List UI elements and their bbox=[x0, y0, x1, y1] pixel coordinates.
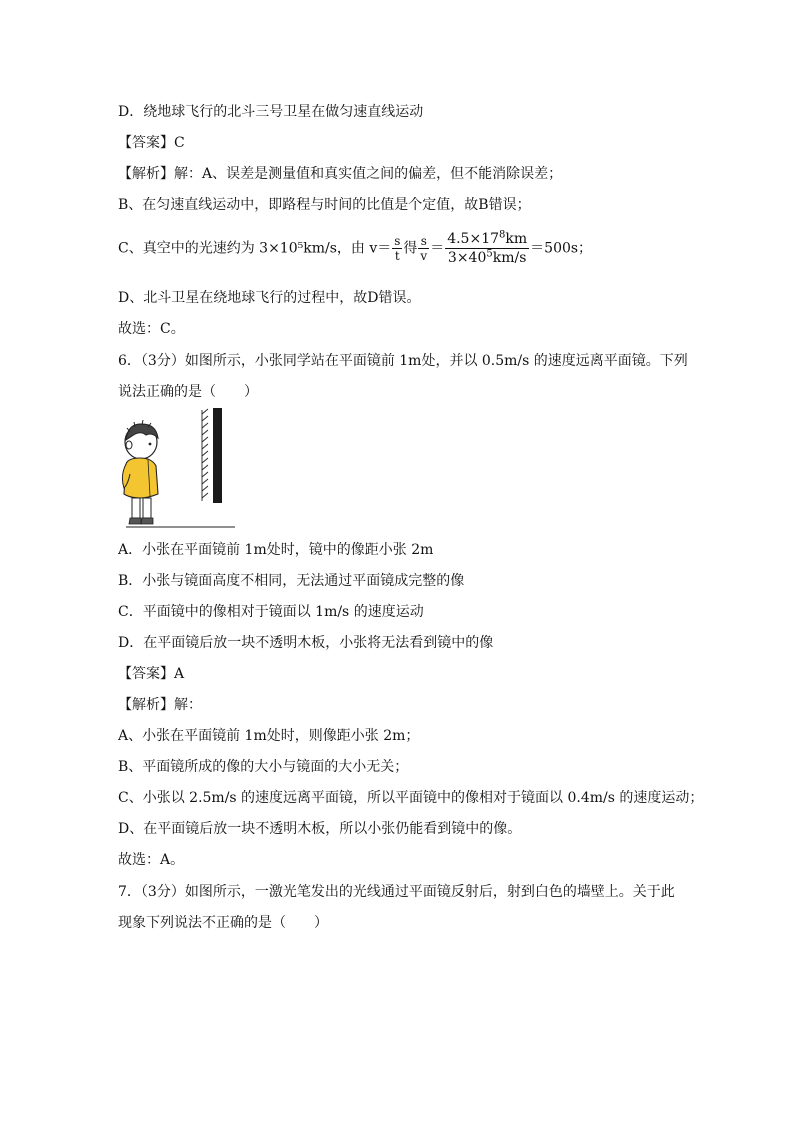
formula-prefix: C、真空中的光速约为 3×10⁵km/s，由 v＝ bbox=[118, 240, 392, 257]
fraction-s-over-v bbox=[418, 234, 429, 263]
fraction-denominator: v bbox=[420, 249, 428, 263]
line-5-formula bbox=[118, 230, 592, 267]
question-6-stem: 6．（3分）如图所示，小张同学站在平面镜前 1m处，并以 0.5m/s 的速度远离平面镜。下列 bbox=[118, 353, 688, 369]
numerator-unit: km bbox=[505, 231, 528, 247]
denominator-exponent: 5 bbox=[486, 248, 493, 260]
denominator-unit: km/s bbox=[492, 250, 527, 266]
question-7-stem-cont: 现象下列说法不正确的是（ ） bbox=[118, 915, 328, 931]
formula-suffix: ＝500s； bbox=[530, 240, 593, 257]
fraction-numerator: s bbox=[418, 234, 429, 249]
line-2: 【答案】C bbox=[118, 135, 185, 151]
option-d: D．在平面镜后放一块不透明木板，小张将无法看到镜中的像 bbox=[118, 635, 494, 651]
fraction-numerator: s bbox=[394, 234, 401, 248]
option-b: B．小张与镜面高度不相同，无法通过平面镜成完整的像 bbox=[118, 573, 465, 589]
line-1: D．绕地球飞行的北斗三号卫星在做匀速直线运动 bbox=[118, 104, 424, 120]
fraction-distance-over-speed bbox=[445, 230, 529, 267]
numerator-exponent: 8 bbox=[499, 229, 506, 241]
analysis-6-a: A、小张在平面镜前 1m处时，则像距小张 2m； bbox=[118, 728, 420, 744]
fraction-numerator bbox=[445, 230, 529, 249]
denominator-value: 3×40 bbox=[447, 250, 487, 266]
choice-6: 故选：A。 bbox=[118, 852, 185, 868]
boy-mirror-illustration bbox=[118, 398, 242, 532]
formula-mid: 得 bbox=[403, 240, 418, 257]
boy-mirror-icon bbox=[118, 398, 242, 532]
analysis-6-c: C、小张以 2.5m/s 的速度远离平面镜，所以平面镜中的像相对于镜面以 0.4m/s 的速度运动； bbox=[118, 790, 704, 806]
fraction-s-over-t bbox=[392, 234, 402, 263]
answer-6: 【答案】A bbox=[118, 666, 185, 682]
formula-equals: ＝ bbox=[430, 240, 445, 257]
option-c: C．平面镜中的像相对于镜面以 1m/s 的速度运动 bbox=[118, 604, 424, 620]
question-7-stem: 7．（3分）如图所示，一激光笔发出的光线通过平面镜反射后，射到白色的墙壁上。关于此 bbox=[118, 884, 675, 900]
fraction-denominator: t bbox=[394, 249, 400, 263]
analysis-6-label: 【解析】解： bbox=[118, 697, 202, 713]
line-7: 故选：C。 bbox=[118, 321, 185, 337]
analysis-6-b: B、平面镜所成的像的大小与镜面的大小无关； bbox=[118, 759, 409, 775]
question-6-stem-cont: 说法正确的是（ ） bbox=[118, 384, 258, 400]
analysis-6-d: D、在平面镜后放一块不透明木板，所以小张仍能看到镜中的像。 bbox=[118, 821, 522, 837]
line-3: 【解析】解：A、误差是测量值和真实值之间的偏差，但不能消除误差； bbox=[118, 166, 563, 182]
fraction-denominator bbox=[445, 249, 529, 267]
line-4: B、在匀速直线运动中，即路程与时间的比值是个定值，故B错误； bbox=[118, 197, 531, 213]
numerator-value: 4.5×17 bbox=[447, 231, 500, 247]
option-a: A．小张在平面镜前 1m处时，镜中的像距小张 2m bbox=[118, 542, 434, 558]
line-6: D、北斗卫星在绕地球飞行的过程中，故D错误。 bbox=[118, 290, 421, 306]
